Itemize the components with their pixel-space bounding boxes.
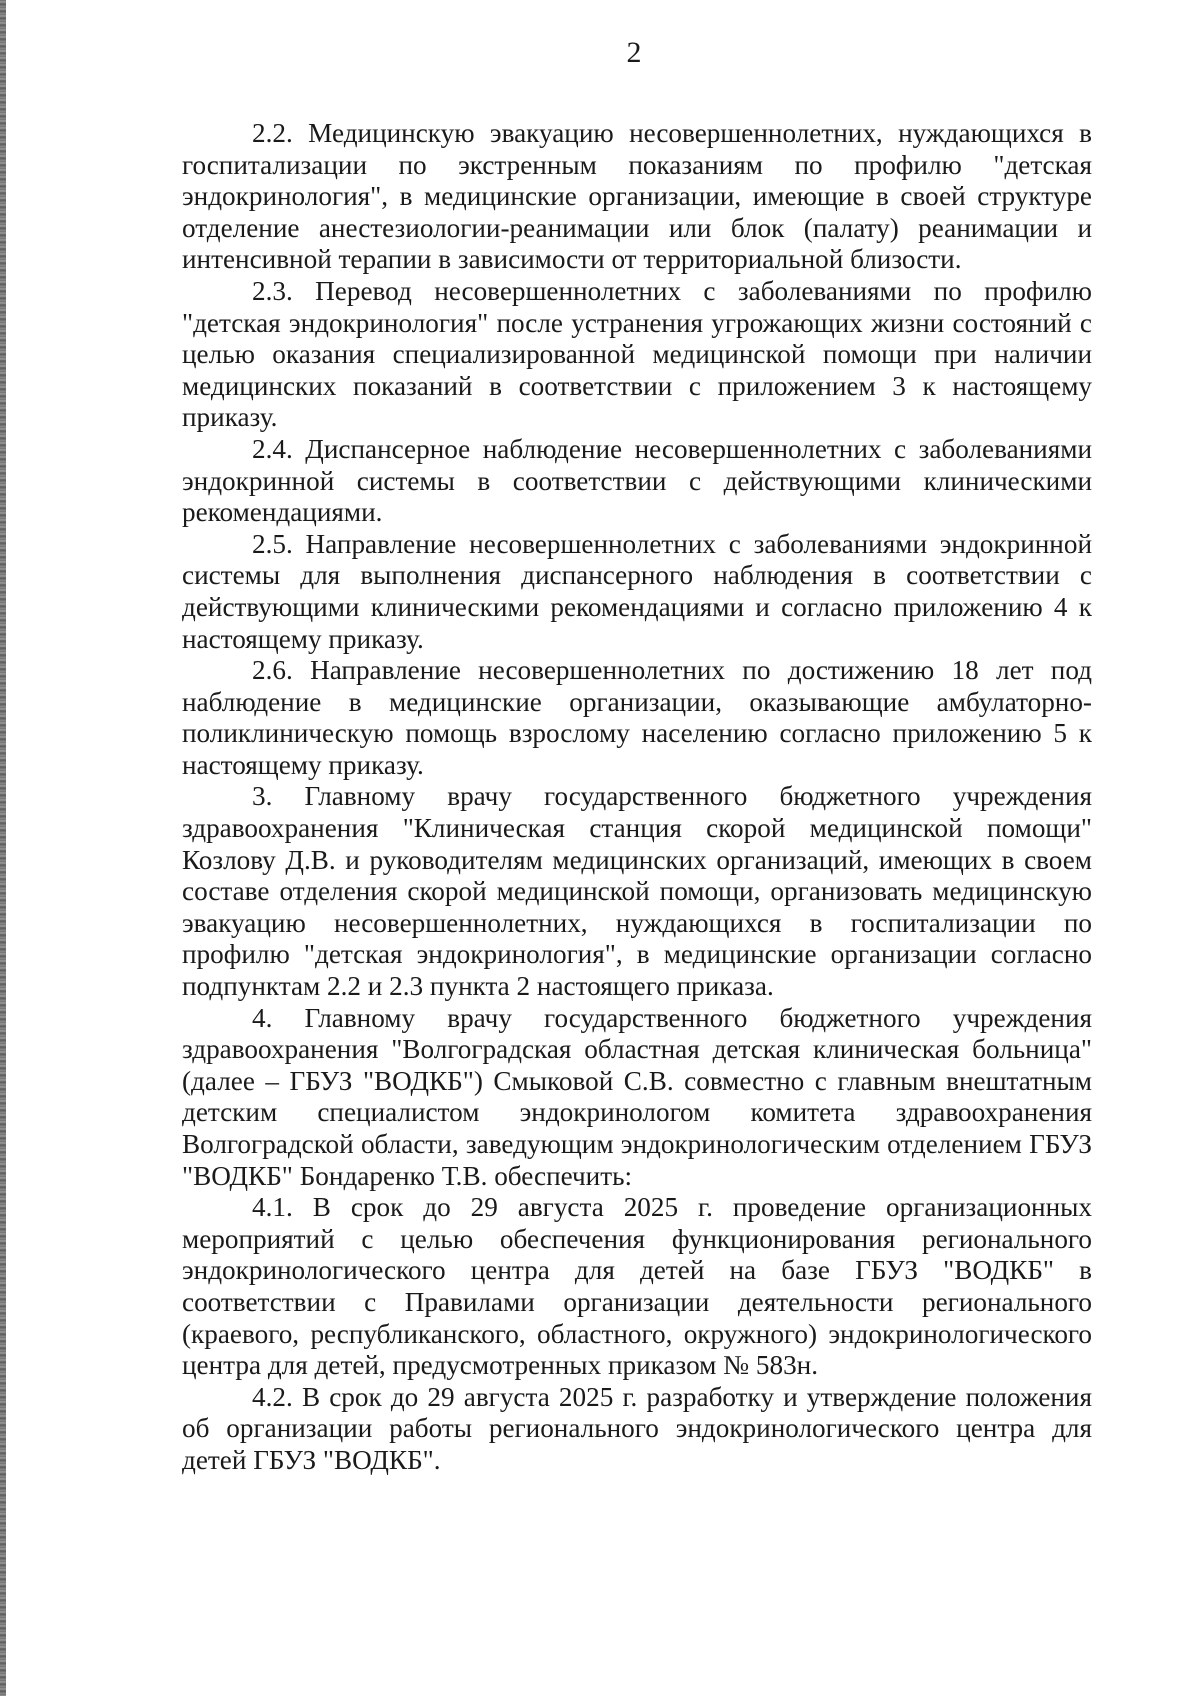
page-number: 2 — [626, 36, 642, 69]
paragraph-4-2: 4.2. В срок до 29 августа 2025 г. разработку и утверждение положения об организации работы регионального эндокринологического центра для детей ГБУЗ "ВОДКБ". — [182, 1381, 1092, 1475]
scan-edge — [0, 0, 6, 1696]
paragraph-2-3: 2.3. Перевод несовершеннолетних с заболеваниями по профилю "детская эндокринология" после устранения угрожающих жизни состояний с целью оказания специализированной медицинской помощи при наличии медицинских показаний в соответствии с приложением 3 к настоящему приказу. — [182, 275, 1092, 433]
paragraph-2-6: 2.6. Направление несовершеннолетних по достижению 18 лет под наблюдение в медицинские организации, оказывающие амбулаторно-поликлиническую помощь взрослому населению согласно приложению 5 к настоящему приказу. — [182, 655, 1092, 780]
paragraph-2-5: 2.5. Направление несовершеннолетних с заболеваниями эндокринной системы для выполнения диспансерного наблюдения в соответствии с действующими клиническими рекомендациями и согласно приложению 4 к настоящему приказу. — [182, 528, 1092, 654]
paragraph-4: 4. Главному врачу государственного бюджетного учреждения здравоохранения "Волгоградская областная детская клиническая больница" (далее – ГБУЗ "ВОДКБ") Смыковой С.В. совместно с главным внештатным детским специалистом эндокринологом комитета здравоохранения Волгоградской области, заведующим эндокринологическим отделением ГБУЗ "ВОДКБ" Бондаренко Т.В. обеспечить: — [182, 1002, 1092, 1191]
paragraph-4-1: 4.1. В срок до 29 августа 2025 г. проведение организационных мероприятий с целью обеспечения функционирования регионального эндокринологического центра для детей на базе ГБУЗ "ВОДКБ" в соответствии с Правилами организации деятельности регионального (краевого, республиканского, областного, окружного) эндокринологического центра для детей, предусмотренных приказом № 583н. — [182, 1192, 1092, 1381]
paragraph-3: 3. Главному врачу государственного бюджетного учреждения здравоохранения "Клиническая станция скорой медицинской помощи" Козлову Д.В. и руководителям медицинских организаций, имеющих в своем составе отделения скорой медицинской помощи, организовать медицинскую эвакуацию несовершеннолетних, нуждающихся в госпитализации по профилю "детская эндокринология", в медицинские организации согласно подпунктам 2.2 и 2.3 пункта 2 настоящего приказа. — [182, 781, 1092, 1002]
document-body — [182, 118, 1092, 1477]
paragraph-2-4: 2.4. Диспансерное наблюдение несовершеннолетних с заболеваниями эндокринной системы в соответствии с действующими клиническими рекомендациями. — [182, 433, 1092, 528]
paragraph-2-2: 2.2. Медицинскую эвакуацию несовершеннолетних, нуждающихся в госпитализации по экстренным показаниям по профилю "детская эндокринология", в медицинские организации, имеющие в своей структуре отделение анестезиологии-реанимации или блок (палату) реанимации и интенсивной терапии в зависимости от территориальной близости. — [182, 118, 1092, 275]
